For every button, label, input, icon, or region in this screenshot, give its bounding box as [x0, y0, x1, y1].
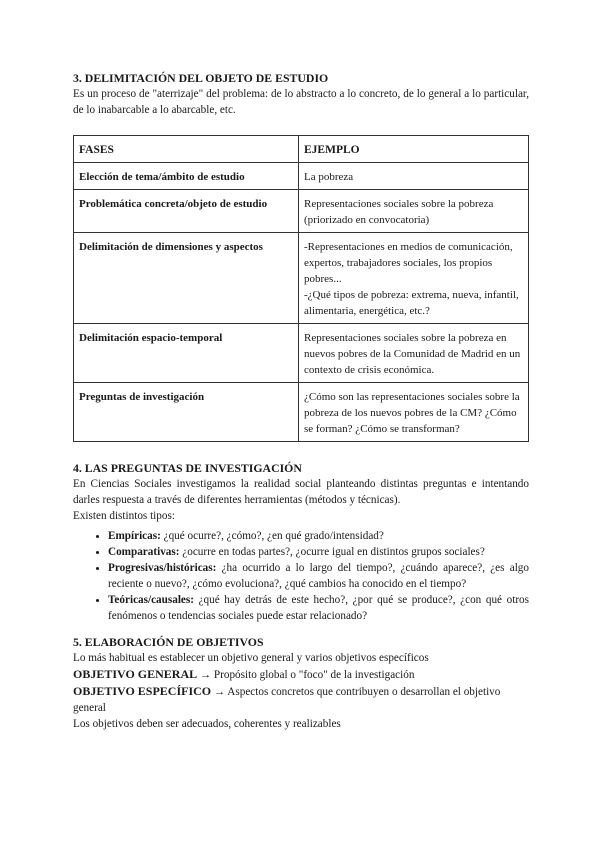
example-text: ¿Cómo son las representaciones sociales sobre la pobreza de los nuevos pobres de la CM? ¿Cómo se forman? ¿Cómo se transforman?	[304, 391, 520, 435]
example-cell	[299, 163, 529, 190]
general-objective	[73, 666, 529, 683]
example-text: Representaciones sociales sobre la pobreza (priorizado en convocatoria)	[304, 198, 494, 226]
item-text: ¿qué hay detrás de este hecho?, ¿por qué se produce?, ¿con qué otros fenómenos o tendencias sociales puede estar relacionado?	[108, 594, 529, 622]
example-cell	[299, 324, 529, 383]
example-text: La pobreza	[304, 171, 354, 183]
section-5	[73, 634, 529, 732]
table-row	[74, 163, 529, 190]
item-term: Comparativas:	[108, 546, 180, 558]
phases-table	[73, 135, 529, 442]
example-cell	[299, 190, 529, 233]
section-4-title: 4. LAS PREGUNTAS DE INVESTIGACIÓN	[73, 461, 302, 475]
phase-cell: Delimitación espacio-temporal	[74, 324, 299, 383]
example-text: -Representaciones en medios de comunicación, expertos, trabajadores sociales, los propios pobres...	[304, 241, 513, 285]
section-3-title: 3. DELIMITACIÓN DEL OBJETO DE ESTUDIO	[73, 71, 329, 85]
table-row	[74, 190, 529, 233]
example-cell	[299, 233, 529, 324]
document-page	[73, 70, 529, 732]
example-cell	[299, 383, 529, 442]
specific-objective-label: OBJETIVO ESPECÍFICO	[73, 684, 212, 698]
specific-objective-text: → Aspectos concretos que contribuyen o desarrollan el objetivo general	[73, 686, 501, 714]
header-ejemplo: EJEMPLO	[299, 136, 529, 163]
item-term: Teóricas/causales:	[108, 594, 194, 606]
example-text: -¿Qué tipos de pobreza: extrema, nueva, infantil, alimentaria, energética, etc.?	[304, 289, 519, 317]
types-line: Existen distintos tipos:	[73, 510, 175, 522]
section-4-intro: En Ciencias Sociales investigamos la realidad social planteando distintas preguntas e intentando darles respuesta a través de diferentes herramientas (métodos y técnicas).	[73, 478, 529, 506]
item-text: ¿qué ocurre?, ¿cómo?, ¿en qué grado/intensidad?	[160, 530, 384, 542]
list-item	[108, 544, 529, 560]
table-row	[74, 324, 529, 383]
list-item	[108, 560, 529, 592]
question-types-list	[73, 528, 529, 624]
phase-cell: Elección de tema/ámbito de estudio	[74, 163, 299, 190]
phase-cell: Delimitación de dimensiones y aspectos	[74, 233, 299, 324]
list-item	[108, 592, 529, 624]
section-5-closing: Los objetivos deben ser adecuados, coherentes y realizables	[73, 718, 341, 730]
item-term: Empíricas:	[108, 530, 161, 542]
general-objective-label: OBJETIVO GENERAL	[73, 667, 198, 681]
phase-cell: Problemática concreta/objeto de estudio	[74, 190, 299, 233]
section-5-title: 5. ELABORACIÓN DE OBJETIVOS	[73, 635, 264, 649]
section-3-intro: Es un proceso de "aterrizaje" del problema: de lo abstracto a lo concreto, de lo general a lo particular, de lo inabarcable a lo abarcable, etc.	[73, 88, 529, 116]
section-5-line1: Lo más habitual es establecer un objetivo general y varios objetivos específicos	[73, 652, 429, 664]
list-item	[108, 528, 529, 544]
section-4	[73, 460, 529, 624]
general-objective-text: → Propósito global o "foco" de la investigación	[197, 669, 415, 681]
example-text: Representaciones sociales sobre la pobreza en nuevos pobres de la Comunidad de Madrid en un contexto de crisis económica.	[304, 332, 521, 376]
table-row	[74, 233, 529, 324]
item-text: ¿ha ocurrido a lo largo del tiempo?, ¿cuándo aparece?, ¿es algo reciente o nuevo?, ¿cómo evoluciona?, ¿qué cambios ha conocido en el tiempo?	[108, 562, 529, 590]
phase-cell: Preguntas de investigación	[74, 383, 299, 442]
item-text: ¿ocurre en todas partes?, ¿ocurre igual en distintos grupos sociales?	[179, 546, 485, 558]
specific-objective	[73, 683, 529, 716]
table-row	[74, 383, 529, 442]
header-fases: FASES	[74, 136, 299, 163]
table-header-row	[74, 136, 529, 163]
item-term: Progresivas/históricas:	[108, 562, 217, 574]
